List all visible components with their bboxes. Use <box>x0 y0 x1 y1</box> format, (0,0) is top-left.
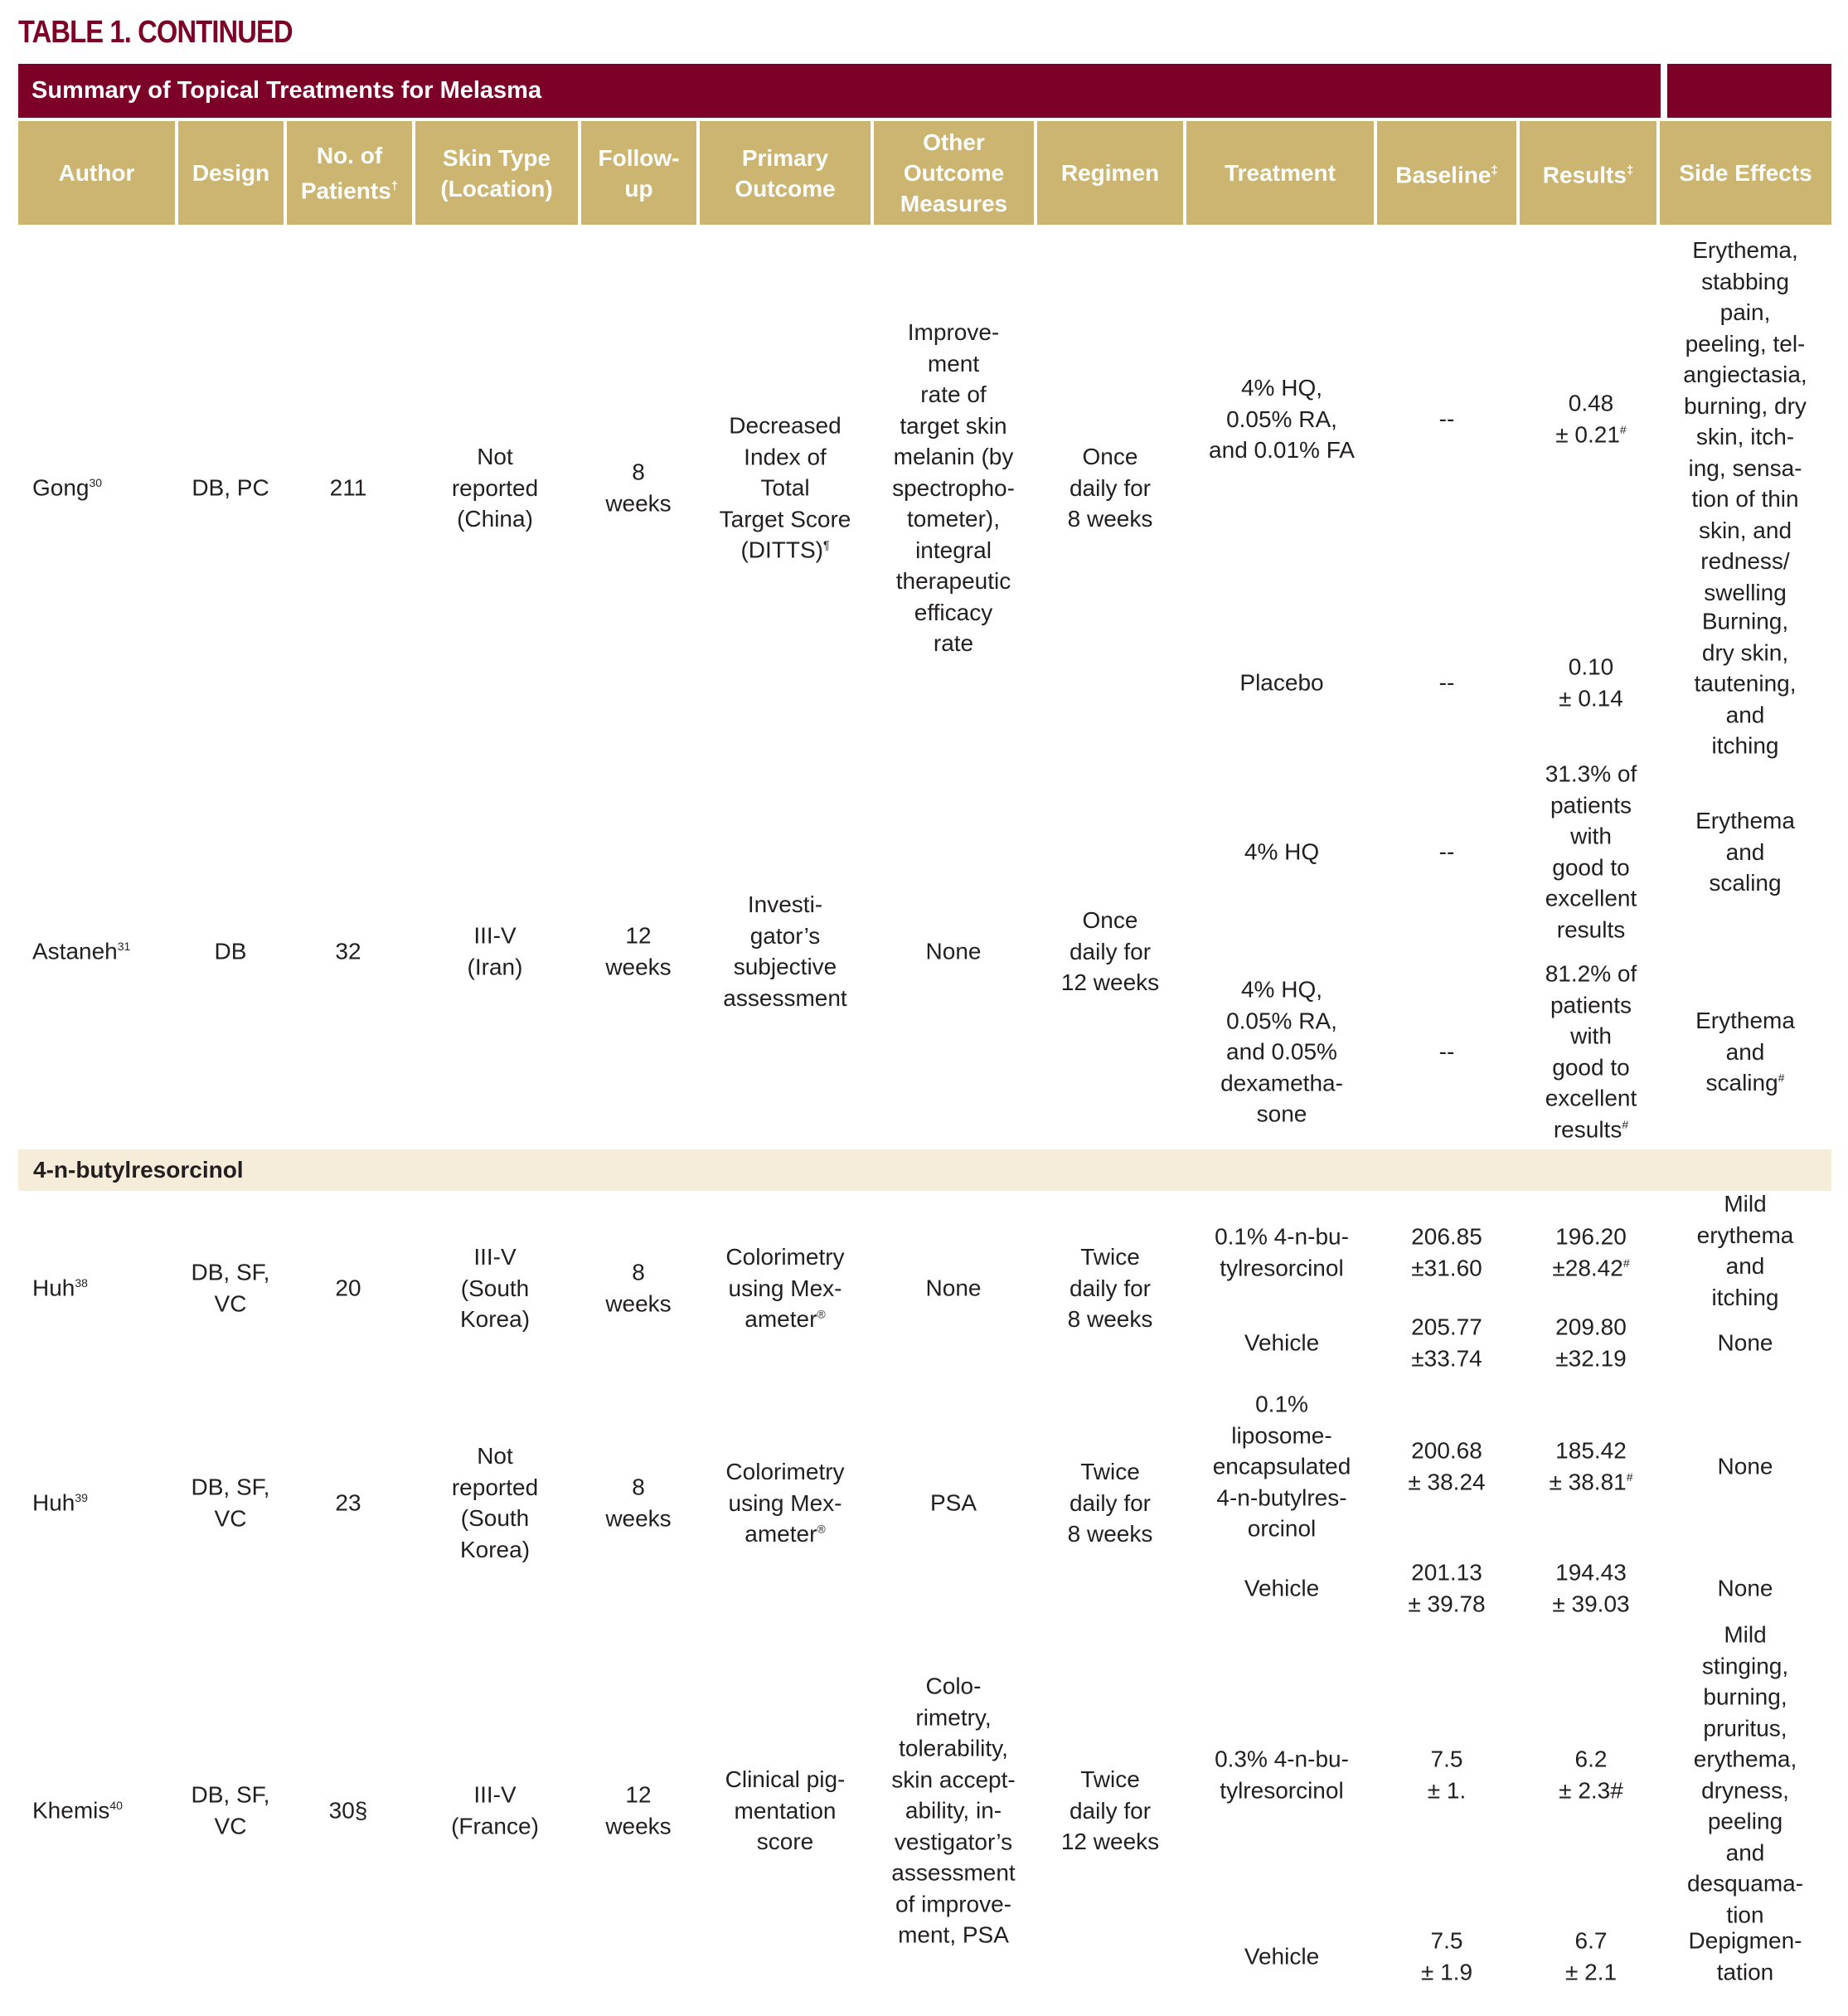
astaneh-patients: 32 <box>335 938 361 964</box>
astaneh-design: DB <box>214 938 247 964</box>
gong-patients: 211 <box>329 474 367 501</box>
header-primary-outcome: Primary Outcome <box>700 121 871 225</box>
khemis-primary: Clinical pig- mentation score <box>725 1766 846 1854</box>
huh39-baseline-2: 201.13 ± 39.78 <box>1408 1559 1486 1616</box>
header-treatment: Treatment <box>1186 121 1374 225</box>
page-title: TABLE 1. CONTINUED <box>18 15 293 50</box>
astaneh-treatment-1: 4% HQ <box>1244 838 1320 865</box>
gong-other: Improve- ment rate of target skin melanin (by spectropho- tometer), integral therapeutic efficacy rate <box>892 318 1015 656</box>
huh39-side-2: None <box>1717 1575 1773 1601</box>
astaneh-baseline-2: -- <box>1438 1038 1455 1065</box>
huh38-skin: III-V (South Korea) <box>459 1243 531 1332</box>
huh39-primary: Colorimetry using Mex- ameter® <box>725 1458 845 1547</box>
astaneh-skin: III-V (Iran) <box>467 922 523 979</box>
huh39-results-1: 185.42 ± 38.81# <box>1549 1437 1633 1494</box>
table-banner <box>18 64 1664 118</box>
astaneh-follow: 12 weeks <box>605 922 672 979</box>
huh39-patients: 23 <box>335 1489 361 1516</box>
section-header <box>18 1149 1831 1191</box>
section-label: 4-n-butylresorcinol <box>33 1157 244 1183</box>
gong-design: DB, PC <box>192 474 269 501</box>
khemis-author: Khemis$^{40}$ <box>32 1797 123 1824</box>
astaneh-side-1: Erythema and scaling <box>1695 807 1795 896</box>
gong-treatment-1: 4% HQ, 0.05% RA, and 0.01% FA <box>1209 374 1355 463</box>
khemis-baseline-1: 7.5 ± 1. <box>1427 1746 1467 1803</box>
astaneh-baseline-1: -- <box>1438 838 1455 865</box>
khemis-treatment-2: Vehicle <box>1244 1943 1320 1970</box>
gong-side-1: Erythema, stabbing pain, peeling, tel- angiectasia, burning, dry skin, itch- ing, sensa- tion of thin skin, and redness/ swelling <box>1683 237 1807 605</box>
gong-follow: 8 weeks <box>605 459 672 516</box>
huh39-regimen: Twice daily for 8 weeks <box>1067 1458 1153 1547</box>
huh39-design: DB, SF, VC <box>191 1474 270 1531</box>
astaneh-author: Astaneh$^{31}$ <box>32 938 131 964</box>
gong-results-1: 0.48 ± 0.21# <box>1555 390 1627 447</box>
table-header-row <box>18 121 1831 225</box>
khemis-design: DB, SF, VC <box>191 1781 270 1839</box>
huh39-side-1: None <box>1717 1453 1773 1479</box>
astaneh-results-2: 81.2% of patients with good to excellent results# <box>1545 960 1637 1142</box>
astaneh-treatment-2: 4% HQ, 0.05% RA, and 0.05% dexametha- sone <box>1220 976 1343 1127</box>
astaneh-side-2: Erythema and scaling# <box>1695 1007 1795 1095</box>
header-design: Design <box>178 121 284 225</box>
header-side-effects: Side Effects <box>1660 121 1831 225</box>
gong-baseline-1: -- <box>1438 406 1455 432</box>
huh38-side-1: Mild erythema and itching <box>1696 1191 1794 1310</box>
banner-side-block <box>1664 64 1831 118</box>
astaneh-primary: Investi- gator’s subjective assessment <box>723 891 847 1011</box>
header-baseline: Baseline‡ <box>1377 121 1516 225</box>
huh39-other: PSA <box>929 1489 977 1516</box>
header-regimen: Regimen <box>1037 121 1183 225</box>
gong-primary: Decreased Index of Total Target Score (DITTS)¶ <box>719 412 851 563</box>
astaneh-other: None <box>925 938 982 964</box>
header-follow-up: Follow- up <box>581 121 696 225</box>
huh38-baseline-2: 205.77 ±33.74 <box>1411 1314 1482 1371</box>
khemis-results-2: 6.7 ± 2.1 <box>1564 1927 1618 1984</box>
gong-regimen: Once daily for 8 weeks <box>1067 443 1153 532</box>
gong-author: Gong$^{30}$ <box>32 474 103 501</box>
header-skin-type: Skin Type (Location) <box>415 121 578 225</box>
khemis-patients: 30§ <box>328 1797 368 1824</box>
huh39-baseline-1: 200.68 ± 38.24 <box>1408 1437 1486 1494</box>
khemis-other: Colo- rimetry, tolerability, skin accept- ability, in- vestigator’s assessment of improve- ment, PSA <box>891 1673 1016 1948</box>
huh39-treatment-2: Vehicle <box>1244 1575 1320 1601</box>
huh39-author: Huh$^{39}$ <box>32 1489 88 1516</box>
huh39-skin: Not reported (South Korea) <box>451 1443 539 1562</box>
khemis-follow: 12 weeks <box>605 1781 672 1839</box>
huh38-author: Huh$^{38}$ <box>32 1275 88 1301</box>
khemis-side-2: Depigmen- tation <box>1688 1927 1802 1984</box>
huh38-regimen: Twice daily for 8 weeks <box>1067 1243 1153 1332</box>
header-patients: No. of Patients† <box>287 121 412 225</box>
khemis-regimen: Twice daily for 12 weeks <box>1060 1766 1160 1854</box>
header-author: Author <box>18 121 175 225</box>
huh39-follow: 8 weeks <box>605 1474 672 1531</box>
astaneh-results-1: 31.3% of patients with good to excellent results <box>1545 760 1637 942</box>
gong-treatment-2: Placebo <box>1239 669 1324 696</box>
huh39-results-2: 194.43 ± 39.03 <box>1552 1559 1630 1616</box>
khemis-baseline-2: 7.5 ± 1.9 <box>1420 1927 1473 1984</box>
huh38-treatment-2: Vehicle <box>1244 1329 1320 1356</box>
gong-results-2: 0.10 ± 0.14 <box>1559 653 1623 711</box>
huh38-follow: 8 weeks <box>605 1259 672 1316</box>
khemis-skin: III-V (France) <box>451 1781 539 1839</box>
huh38-design: DB, SF, VC <box>191 1259 270 1316</box>
gong-side-2: Burning, dry skin, tautening, and itching <box>1694 608 1797 759</box>
huh38-patients: 20 <box>335 1275 361 1301</box>
huh38-primary: Colorimetry using Mex- ameter® <box>725 1243 845 1332</box>
table-title: Summary of Topical Treatments for Melasma <box>32 77 542 104</box>
huh38-treatment-1: 0.1% 4-n-bu- tylresorcinol <box>1215 1223 1349 1280</box>
khemis-treatment-1: 0.3% 4-n-bu- tylresorcinol <box>1215 1746 1349 1803</box>
huh38-results-1: 196.20 ±28.42# <box>1552 1223 1630 1280</box>
huh39-treatment-1: 0.1% liposome- encapsulated 4-n-butylres- orcinol <box>1212 1391 1351 1542</box>
header-other-outcome: Other Outcome Measures <box>874 121 1034 225</box>
huh38-results-2: 209.80 ±32.19 <box>1555 1314 1627 1371</box>
huh38-baseline-1: 206.85 ±31.60 <box>1411 1223 1482 1280</box>
header-results: Results‡ <box>1520 121 1656 225</box>
astaneh-regimen: Once daily for 12 weeks <box>1060 906 1160 995</box>
gong-baseline-2: -- <box>1438 669 1455 696</box>
khemis-results-1: 6.2 ± 2.3# <box>1559 1746 1623 1803</box>
gong-skin: Not reported (China) <box>451 443 539 532</box>
khemis-side-1: Mild stinging, burning, pruritus, erythema, dryness, peeling and desquama- tion <box>1686 1621 1804 1927</box>
huh38-other: None <box>925 1275 982 1301</box>
huh38-side-2: None <box>1717 1329 1773 1356</box>
